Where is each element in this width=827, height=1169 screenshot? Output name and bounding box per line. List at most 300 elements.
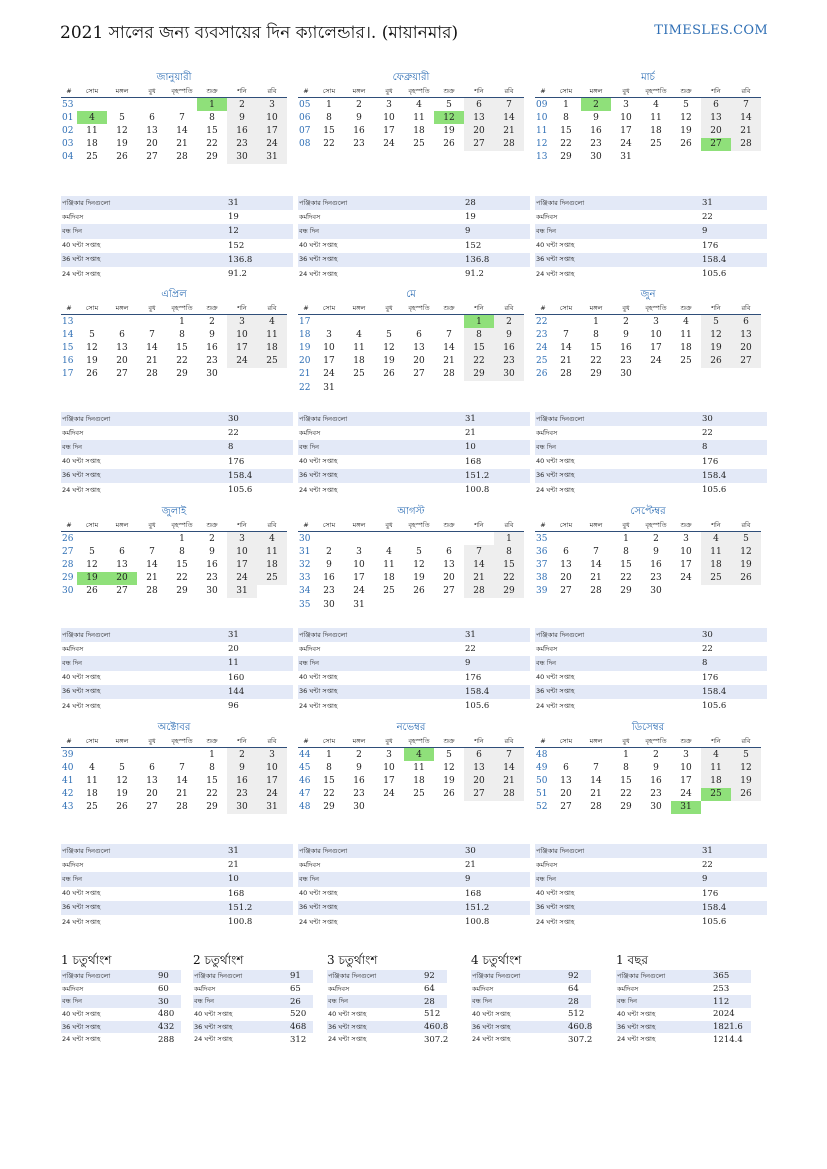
summary-row xyxy=(471,1008,591,1021)
day-cell: 14 xyxy=(731,111,761,124)
summary-label: পঞ্জিকার দিনগুলো xyxy=(616,970,713,983)
stat-value: 105.6 xyxy=(702,269,727,280)
week-number: 35 xyxy=(536,533,548,544)
day-cell: 25 xyxy=(257,572,287,585)
weekday-header: বৃহস্পতি xyxy=(641,735,671,748)
day-cell: 30 xyxy=(353,802,365,813)
day-cell: 4 xyxy=(386,546,392,557)
week-number: 25 xyxy=(536,356,548,367)
week-row xyxy=(61,761,287,774)
stat-label: 36 ঘন্টা সপ্তাহ xyxy=(298,901,465,915)
stat-label: কর্মদিবস xyxy=(536,644,558,653)
month-grid xyxy=(535,302,761,381)
day-cell: 22 xyxy=(560,139,572,150)
day-cell: 27 xyxy=(464,788,494,801)
stat-label: বন্ধ দিন xyxy=(298,440,465,454)
day-cell: 7 xyxy=(446,329,452,340)
summary-row xyxy=(471,983,591,996)
stat-label: 24 ঘন্টা সপ্তাহ xyxy=(536,701,575,710)
stat-value: 96 xyxy=(228,701,239,712)
day-cell: 27 xyxy=(731,355,761,368)
day-cell: 30 xyxy=(206,369,218,380)
day-cell: 10 xyxy=(680,546,692,557)
stat-label: পঞ্জিকার দিনগুলো xyxy=(535,412,702,426)
week-number: 48 xyxy=(536,749,548,760)
day-cell: 11 xyxy=(413,112,425,123)
day-cell: 27 xyxy=(116,369,128,380)
stat-row xyxy=(61,440,293,454)
day-cell: 1 xyxy=(464,315,494,329)
stat-label: 36 ঘন্টা সপ্তাহ xyxy=(298,253,465,267)
day-cell: 18 xyxy=(701,774,731,787)
day-cell: 30 xyxy=(650,802,662,813)
day-cell: 4 xyxy=(416,99,422,110)
day-cell: 20 xyxy=(146,139,158,150)
weekday-header: রবি xyxy=(731,302,761,315)
month-name: ডিসেম্বর xyxy=(631,722,665,733)
day-cell xyxy=(641,151,671,164)
day-cell: 28 xyxy=(443,369,455,380)
month-grid xyxy=(61,735,287,814)
day-cell: 22 xyxy=(494,572,524,585)
stat-label: বন্ধ দিন xyxy=(61,440,228,454)
summary-label: বন্ধ দিন xyxy=(61,995,158,1008)
summary-label: পঞ্জিকার দিনগুলো xyxy=(471,970,568,983)
day-cell: 17 xyxy=(650,342,662,353)
day-cell: 23 xyxy=(206,573,218,584)
summary-row xyxy=(327,970,447,983)
stat-row xyxy=(298,628,530,642)
week-number: 28 xyxy=(62,559,74,570)
day-cell: 7 xyxy=(563,329,569,340)
week-row xyxy=(535,774,761,787)
day-cell: 19 xyxy=(731,774,761,787)
day-cell xyxy=(107,748,137,762)
day-cell: 21 xyxy=(590,789,602,800)
month-name: সেপ্টেম্বর xyxy=(630,506,666,517)
day-cell: 8 xyxy=(326,112,332,123)
summary-row xyxy=(327,1008,447,1021)
day-cell: 3 xyxy=(326,329,332,340)
stat-value: 31 xyxy=(228,196,293,210)
day-cell: 18 xyxy=(257,341,287,354)
stat-row xyxy=(535,483,767,497)
day-cell: 21 xyxy=(731,124,761,137)
summary-label: 36 ঘন্টা সপ্তাহ xyxy=(616,1021,713,1034)
brand-logo-text[interactable]: TIMESLES.COM xyxy=(654,23,768,38)
stat-row xyxy=(298,671,530,685)
day-cell: 28 xyxy=(731,138,761,151)
stat-row xyxy=(298,267,530,281)
week-number: 43 xyxy=(62,802,74,813)
week-number: 02 xyxy=(62,125,74,136)
stat-row xyxy=(298,887,530,901)
stat-row xyxy=(298,239,530,253)
weekday-header: শুক্র xyxy=(197,519,227,532)
stat-row xyxy=(535,699,767,713)
month-name: জুলাই xyxy=(161,506,187,517)
day-cell: 31 xyxy=(227,585,257,598)
day-cell: 9 xyxy=(227,111,257,124)
day-cell: 4 xyxy=(653,99,659,110)
summary-value: 28 xyxy=(424,995,447,1008)
weekday-header: শনি xyxy=(464,519,494,532)
week-number: 11 xyxy=(536,125,548,136)
stat-value: 176 xyxy=(702,672,719,683)
weekday-header: মঙ্গল xyxy=(581,735,611,748)
week-number: 52 xyxy=(536,802,548,813)
weekday-header: শুক্র xyxy=(197,85,227,98)
day-cell: 29 xyxy=(176,586,188,597)
stat-label: 40 ঘন্টা সপ্তাহ xyxy=(299,889,338,898)
summary-value: 512 xyxy=(568,1009,585,1020)
summary-row xyxy=(327,1021,447,1034)
day-cell: 16 xyxy=(494,341,524,354)
weekday-header: শুক্র xyxy=(434,519,464,532)
day-cell xyxy=(77,748,107,762)
summary-row xyxy=(471,1021,591,1034)
day-cell: 31 xyxy=(353,599,365,610)
day-cell: 26 xyxy=(701,355,731,368)
day-cell: 12 xyxy=(731,545,761,558)
stat-row xyxy=(535,671,767,685)
summary-table xyxy=(193,970,313,1046)
day-cell: 4 xyxy=(683,316,689,327)
day-cell: 5 xyxy=(701,315,731,329)
day-cell: 30 xyxy=(227,801,257,814)
week-number: 53 xyxy=(62,99,74,110)
day-cell: 3 xyxy=(623,99,629,110)
day-cell: 9 xyxy=(227,761,257,774)
summary-label: 24 ঘন্টা সপ্তাহ xyxy=(328,1035,367,1044)
weekday-header: বৃহস্পতি xyxy=(404,519,434,532)
summary-label: 36 ঘন্টা সপ্তাহ xyxy=(471,1021,568,1034)
week-row xyxy=(535,355,761,368)
summary-value: 432 xyxy=(158,1021,181,1034)
month-grid xyxy=(61,519,287,598)
day-cell: 9 xyxy=(623,329,629,340)
day-cell: 23 xyxy=(206,356,218,367)
week-number: 34 xyxy=(299,586,311,597)
week-number: 22 xyxy=(536,316,548,327)
month-name: অক্টোবর xyxy=(157,722,191,733)
stat-label: পঞ্জিকার দিনগুলো xyxy=(298,628,465,642)
week-row xyxy=(61,585,287,598)
day-cell xyxy=(434,801,464,814)
day-cell: 6 xyxy=(464,98,494,112)
day-cell: 30 xyxy=(323,599,335,610)
stat-value: 158.4 xyxy=(702,253,767,267)
stat-value: 152 xyxy=(228,240,245,251)
day-cell: 9 xyxy=(494,328,524,341)
weekday-header: রবি xyxy=(494,519,524,532)
stat-label: 40 ঘন্টা সপ্তাহ xyxy=(299,673,338,682)
month-stats xyxy=(298,196,530,281)
day-cell: 1 xyxy=(179,533,185,544)
day-cell: 29 xyxy=(590,369,602,380)
week-row xyxy=(61,315,287,329)
week-row xyxy=(61,151,287,164)
week-number: 48 xyxy=(299,802,311,813)
day-cell: 2 xyxy=(227,748,257,762)
month-name: আগস্ট xyxy=(397,506,425,517)
day-cell xyxy=(77,98,107,112)
stat-value: 31 xyxy=(702,844,767,858)
weekday-header: শনি xyxy=(227,735,257,748)
day-cell: 8 xyxy=(593,329,599,340)
day-cell: 15 xyxy=(560,125,572,136)
stat-row xyxy=(535,455,767,469)
weekday-header: শনি xyxy=(464,302,494,315)
day-cell: 18 xyxy=(353,356,365,367)
day-cell: 14 xyxy=(494,761,524,774)
weekday-header: শনি xyxy=(227,85,257,98)
week-row xyxy=(535,788,761,801)
day-cell: 10 xyxy=(383,112,395,123)
day-cell: 31 xyxy=(257,801,287,814)
stat-row xyxy=(535,253,767,267)
week-row xyxy=(61,124,287,137)
day-cell: 7 xyxy=(731,98,761,112)
summary-label: কর্মদিবস xyxy=(472,984,494,993)
week-row xyxy=(535,545,761,558)
stat-label: কর্মদিবস xyxy=(62,860,84,869)
summary-label: 40 ঘন্টা সপ্তাহ xyxy=(472,1009,511,1018)
day-cell: 20 xyxy=(116,356,128,367)
day-cell: 5 xyxy=(89,546,95,557)
summary-title: 4 চতুর্থাংশ xyxy=(471,953,522,967)
week-row xyxy=(535,558,761,571)
weekday-header: # xyxy=(535,735,551,748)
day-cell: 25 xyxy=(413,789,425,800)
weekday-header: সোম xyxy=(77,302,107,315)
day-cell: 7 xyxy=(179,112,185,123)
week-row xyxy=(535,98,761,112)
day-cell: 22 xyxy=(176,573,188,584)
stat-value: 21 xyxy=(465,860,476,871)
day-cell: 20 xyxy=(731,341,761,354)
week-row xyxy=(61,138,287,151)
week-number: 37 xyxy=(536,559,548,570)
day-cell: 20 xyxy=(464,124,494,137)
day-cell: 18 xyxy=(680,342,692,353)
day-cell xyxy=(227,368,257,381)
week-row xyxy=(535,585,761,598)
day-cell: 14 xyxy=(590,559,602,570)
day-cell: 24 xyxy=(650,356,662,367)
stat-value: 136.8 xyxy=(465,253,530,267)
weekday-header: বুধ xyxy=(611,85,641,98)
stat-value: 19 xyxy=(465,212,476,223)
weekday-header: বুধ xyxy=(374,735,404,748)
day-cell: 13 xyxy=(560,559,572,570)
stat-label: 40 ঘন্টা সপ্তাহ xyxy=(62,457,101,466)
day-cell: 5 xyxy=(446,99,452,110)
stat-row xyxy=(61,685,293,699)
day-cell: 21 xyxy=(590,573,602,584)
stat-value: 158.4 xyxy=(228,469,293,483)
day-cell: 10 xyxy=(650,329,662,340)
stat-label: পঞ্জিকার দিনগুলো xyxy=(61,412,228,426)
day-cell: 10 xyxy=(257,761,287,774)
day-cell xyxy=(167,748,197,762)
day-cell: 22 xyxy=(206,789,218,800)
weekday-header: বুধ xyxy=(137,85,167,98)
stat-label: বন্ধ দিন xyxy=(298,224,465,238)
week-row xyxy=(535,341,761,354)
day-cell: 26 xyxy=(680,139,692,150)
day-cell: 15 xyxy=(620,775,632,786)
stat-row xyxy=(298,469,530,483)
day-cell xyxy=(404,532,434,546)
day-cell: 6 xyxy=(149,762,155,773)
month-stats xyxy=(61,628,293,713)
summary-value: 520 xyxy=(290,1009,307,1020)
day-cell xyxy=(671,368,701,381)
day-cell: 26 xyxy=(731,572,761,585)
day-cell: 8 xyxy=(464,328,494,341)
stat-label: বন্ধ দিন xyxy=(535,224,702,238)
weekday-header: সোম xyxy=(551,85,581,98)
weekday-header: বৃহস্পতি xyxy=(167,735,197,748)
stat-label: 36 ঘন্টা সপ্তাহ xyxy=(535,253,702,267)
day-cell xyxy=(137,748,167,762)
day-cell: 18 xyxy=(413,125,425,136)
day-cell: 3 xyxy=(653,316,659,327)
weekday-header: বুধ xyxy=(137,735,167,748)
day-cell: 5 xyxy=(89,329,95,340)
summary-row xyxy=(193,970,313,983)
stat-label: 36 ঘন্টা সপ্তাহ xyxy=(61,469,228,483)
stat-row xyxy=(61,267,293,281)
week-row xyxy=(61,368,287,381)
day-cell: 13 xyxy=(116,342,128,353)
day-cell: 23 xyxy=(494,355,524,368)
day-cell: 27 xyxy=(464,138,494,151)
stat-label: 36 ঘন্টা সপ্তাহ xyxy=(61,685,228,699)
day-cell: 4 xyxy=(356,329,362,340)
week-row xyxy=(535,532,761,546)
stat-label: 24 ঘন্টা সপ্তাহ xyxy=(299,917,338,926)
month-calendar xyxy=(535,288,761,381)
week-number: 40 xyxy=(62,762,74,773)
day-cell xyxy=(701,151,731,164)
day-cell: 3 xyxy=(386,749,392,760)
summary-label: বন্ধ দিন xyxy=(471,995,568,1008)
week-row xyxy=(298,572,524,585)
week-number: 22 xyxy=(299,382,311,393)
week-number: 09 xyxy=(536,99,548,110)
day-cell: 21 xyxy=(560,356,572,367)
weekday-header: সোম xyxy=(551,302,581,315)
summary-value: 1214.4 xyxy=(713,1034,743,1045)
day-cell: 24 xyxy=(680,573,692,584)
weekday-header: শুক্র xyxy=(197,735,227,748)
week-row xyxy=(535,124,761,137)
week-number: 39 xyxy=(536,586,548,597)
day-cell: 14 xyxy=(560,342,572,353)
week-number: 17 xyxy=(62,369,74,380)
stat-value: 9 xyxy=(465,224,530,238)
day-cell xyxy=(374,381,404,394)
stat-value: 9 xyxy=(465,872,530,886)
summary-title: 1 চতুর্থাংশ xyxy=(61,953,112,967)
weekday-header: রবি xyxy=(257,519,287,532)
weekday-header: বৃহস্পতি xyxy=(404,735,434,748)
day-cell: 6 xyxy=(701,98,731,112)
day-cell: 17 xyxy=(680,559,692,570)
month-calendar xyxy=(298,71,524,151)
week-number: 26 xyxy=(536,369,548,380)
stat-value: 158.4 xyxy=(702,685,767,699)
summary-value: 2024 xyxy=(713,1009,735,1020)
day-cell: 26 xyxy=(443,139,455,150)
month-calendar xyxy=(61,721,287,814)
day-cell: 27 xyxy=(560,586,572,597)
day-cell: 8 xyxy=(179,546,185,557)
stat-value: 151.2 xyxy=(465,469,530,483)
stat-value: 105.6 xyxy=(702,917,727,928)
stat-value: 30 xyxy=(465,844,530,858)
summary-value: 60 xyxy=(158,984,169,995)
day-cell: 7 xyxy=(179,762,185,773)
stat-label: কর্মদিবস xyxy=(299,212,321,221)
stat-row xyxy=(535,844,767,858)
stat-row xyxy=(298,858,530,872)
day-cell: 13 xyxy=(731,328,761,341)
summary-value: 460.8 xyxy=(424,1022,449,1033)
day-cell: 23 xyxy=(227,788,257,801)
month-grid xyxy=(535,519,761,598)
day-cell: 8 xyxy=(563,112,569,123)
week-number: 15 xyxy=(62,342,74,353)
summary-label: কর্মদিবস xyxy=(617,984,639,993)
week-row xyxy=(61,341,287,354)
week-row xyxy=(61,98,287,112)
month-grid xyxy=(298,735,524,814)
day-cell: 7 xyxy=(464,545,494,558)
week-row xyxy=(298,598,524,611)
weekday-header: শনি xyxy=(227,519,257,532)
day-cell: 11 xyxy=(86,775,98,786)
summary-table xyxy=(327,970,447,1046)
week-number: 17 xyxy=(299,316,311,327)
day-cell: 12 xyxy=(701,328,731,341)
day-cell: 17 xyxy=(680,775,692,786)
week-number: 32 xyxy=(299,559,311,570)
weekday-header: রবি xyxy=(257,302,287,315)
stat-row xyxy=(61,239,293,253)
day-cell: 6 xyxy=(119,546,125,557)
day-cell: 28 xyxy=(464,585,494,598)
day-cell: 25 xyxy=(353,369,365,380)
day-cell: 23 xyxy=(650,573,662,584)
summary-row xyxy=(61,1033,181,1046)
stat-row xyxy=(61,455,293,469)
week-number: 47 xyxy=(299,789,311,800)
summary-row xyxy=(61,1008,181,1021)
weekday-header: রবি xyxy=(731,519,761,532)
day-cell: 15 xyxy=(464,341,494,354)
week-row xyxy=(298,532,524,546)
day-cell: 27 xyxy=(146,152,158,163)
summary-row xyxy=(61,995,181,1008)
week-number: 04 xyxy=(62,152,74,163)
week-row xyxy=(298,368,524,381)
stat-value: 31 xyxy=(465,628,530,642)
day-cell xyxy=(494,381,524,394)
day-cell: 19 xyxy=(77,572,107,585)
